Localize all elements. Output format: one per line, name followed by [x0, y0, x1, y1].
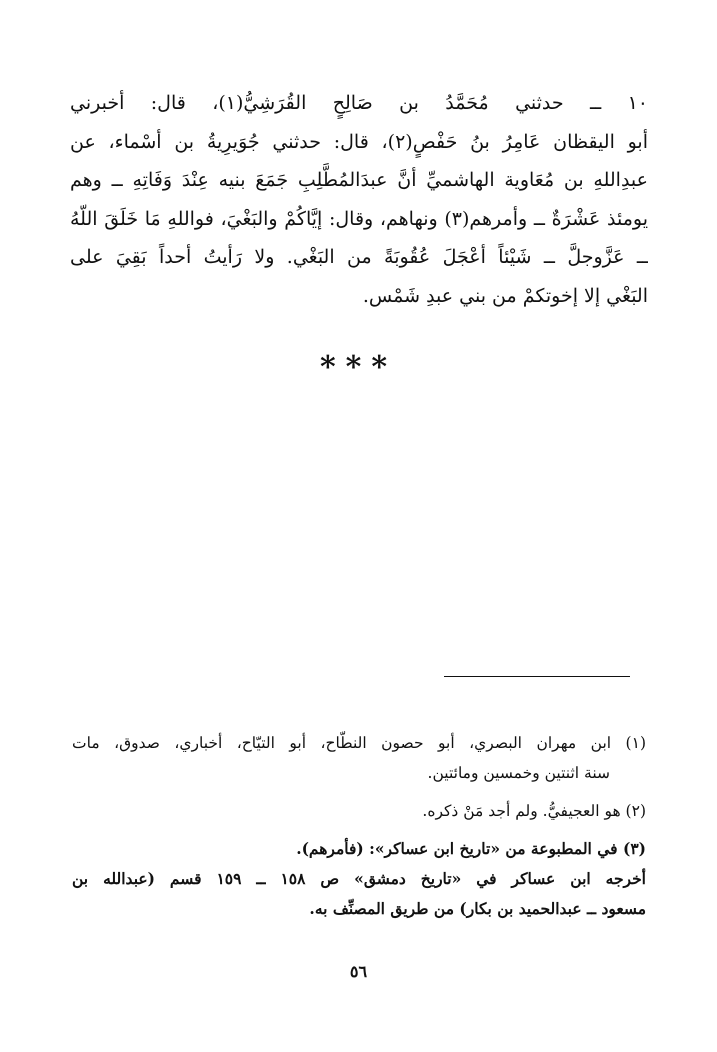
main-text-line: ١٠ ــ حدثني مُحَمَّدُ بن صَالِحٍ القُرَشِيُّ(١)، قال: أخبرني — [70, 92, 648, 114]
section-separator: *** — [319, 350, 398, 385]
footnote-line: (٣) في المطبوعة من «تاريخ ابن عساكر»: (فأمرهم). — [296, 839, 646, 858]
footnotes-block — [72, 728, 646, 932]
footnote-line: مسعود ــ عبدالحميد بن بكار) من طريق المصنِّف به. — [309, 899, 646, 918]
footnote-line: سنة اثنتين وخمسين ومائتين. — [427, 764, 610, 782]
main-text-line: البَغْي إلا إخوتكمْ من بني عبدِ شَمْس. — [362, 284, 648, 307]
footnote-divider — [444, 676, 630, 677]
footnote-line: (١) ابن مهران البصري، أبو حصون النطّاح، أبو التيّاح، أخباري، صدوق، مات — [72, 734, 646, 752]
footnote-2 — [72, 796, 646, 826]
footnote-3 — [72, 834, 646, 924]
main-text-line: يومئذ عَشْرَةٌ ــ وأمرهم(٣) ونهاهم، وقال: إيَّاكُمْ والبَغْيَ، فواللهِ مَا خَلَقَ اللّهُ — [70, 207, 648, 230]
main-text-line: أبو اليقظان عَامِرُ بنُ حَفْصٍ(٢)، قال: حدثني جُوَيرِيةُ بن أسْماء، عن — [70, 130, 648, 153]
main-text-line: عبدِاللهِ بن مُعَاوية الهاشميِّ أنَّ عبدَالمُطَّلِبِ جَمَعَ بنيه عِنْدَ وَفَاتِهِ ــ وهم — [70, 169, 648, 191]
footnote-line: أخرجه ابن عساكر في «تاريخ دمشق» ص ١٥٨ ــ ١٥٩ قسم (عبدالله بن — [72, 869, 646, 888]
main-text-line: ــ عَزَّوجلَّ ــ شَيْئاً أعْجَلَ عُقُوبَةً من البَغْي. ولا رَأيتُ أحداً بَقِيَ على — [70, 246, 648, 268]
page-number: ٥٦ — [349, 962, 368, 981]
footnote-line: (٢) هو العجيفيُّ. ولم أجد مَنْ ذكره. — [422, 802, 646, 820]
footnote-1 — [72, 728, 646, 788]
main-text-block — [70, 84, 648, 315]
